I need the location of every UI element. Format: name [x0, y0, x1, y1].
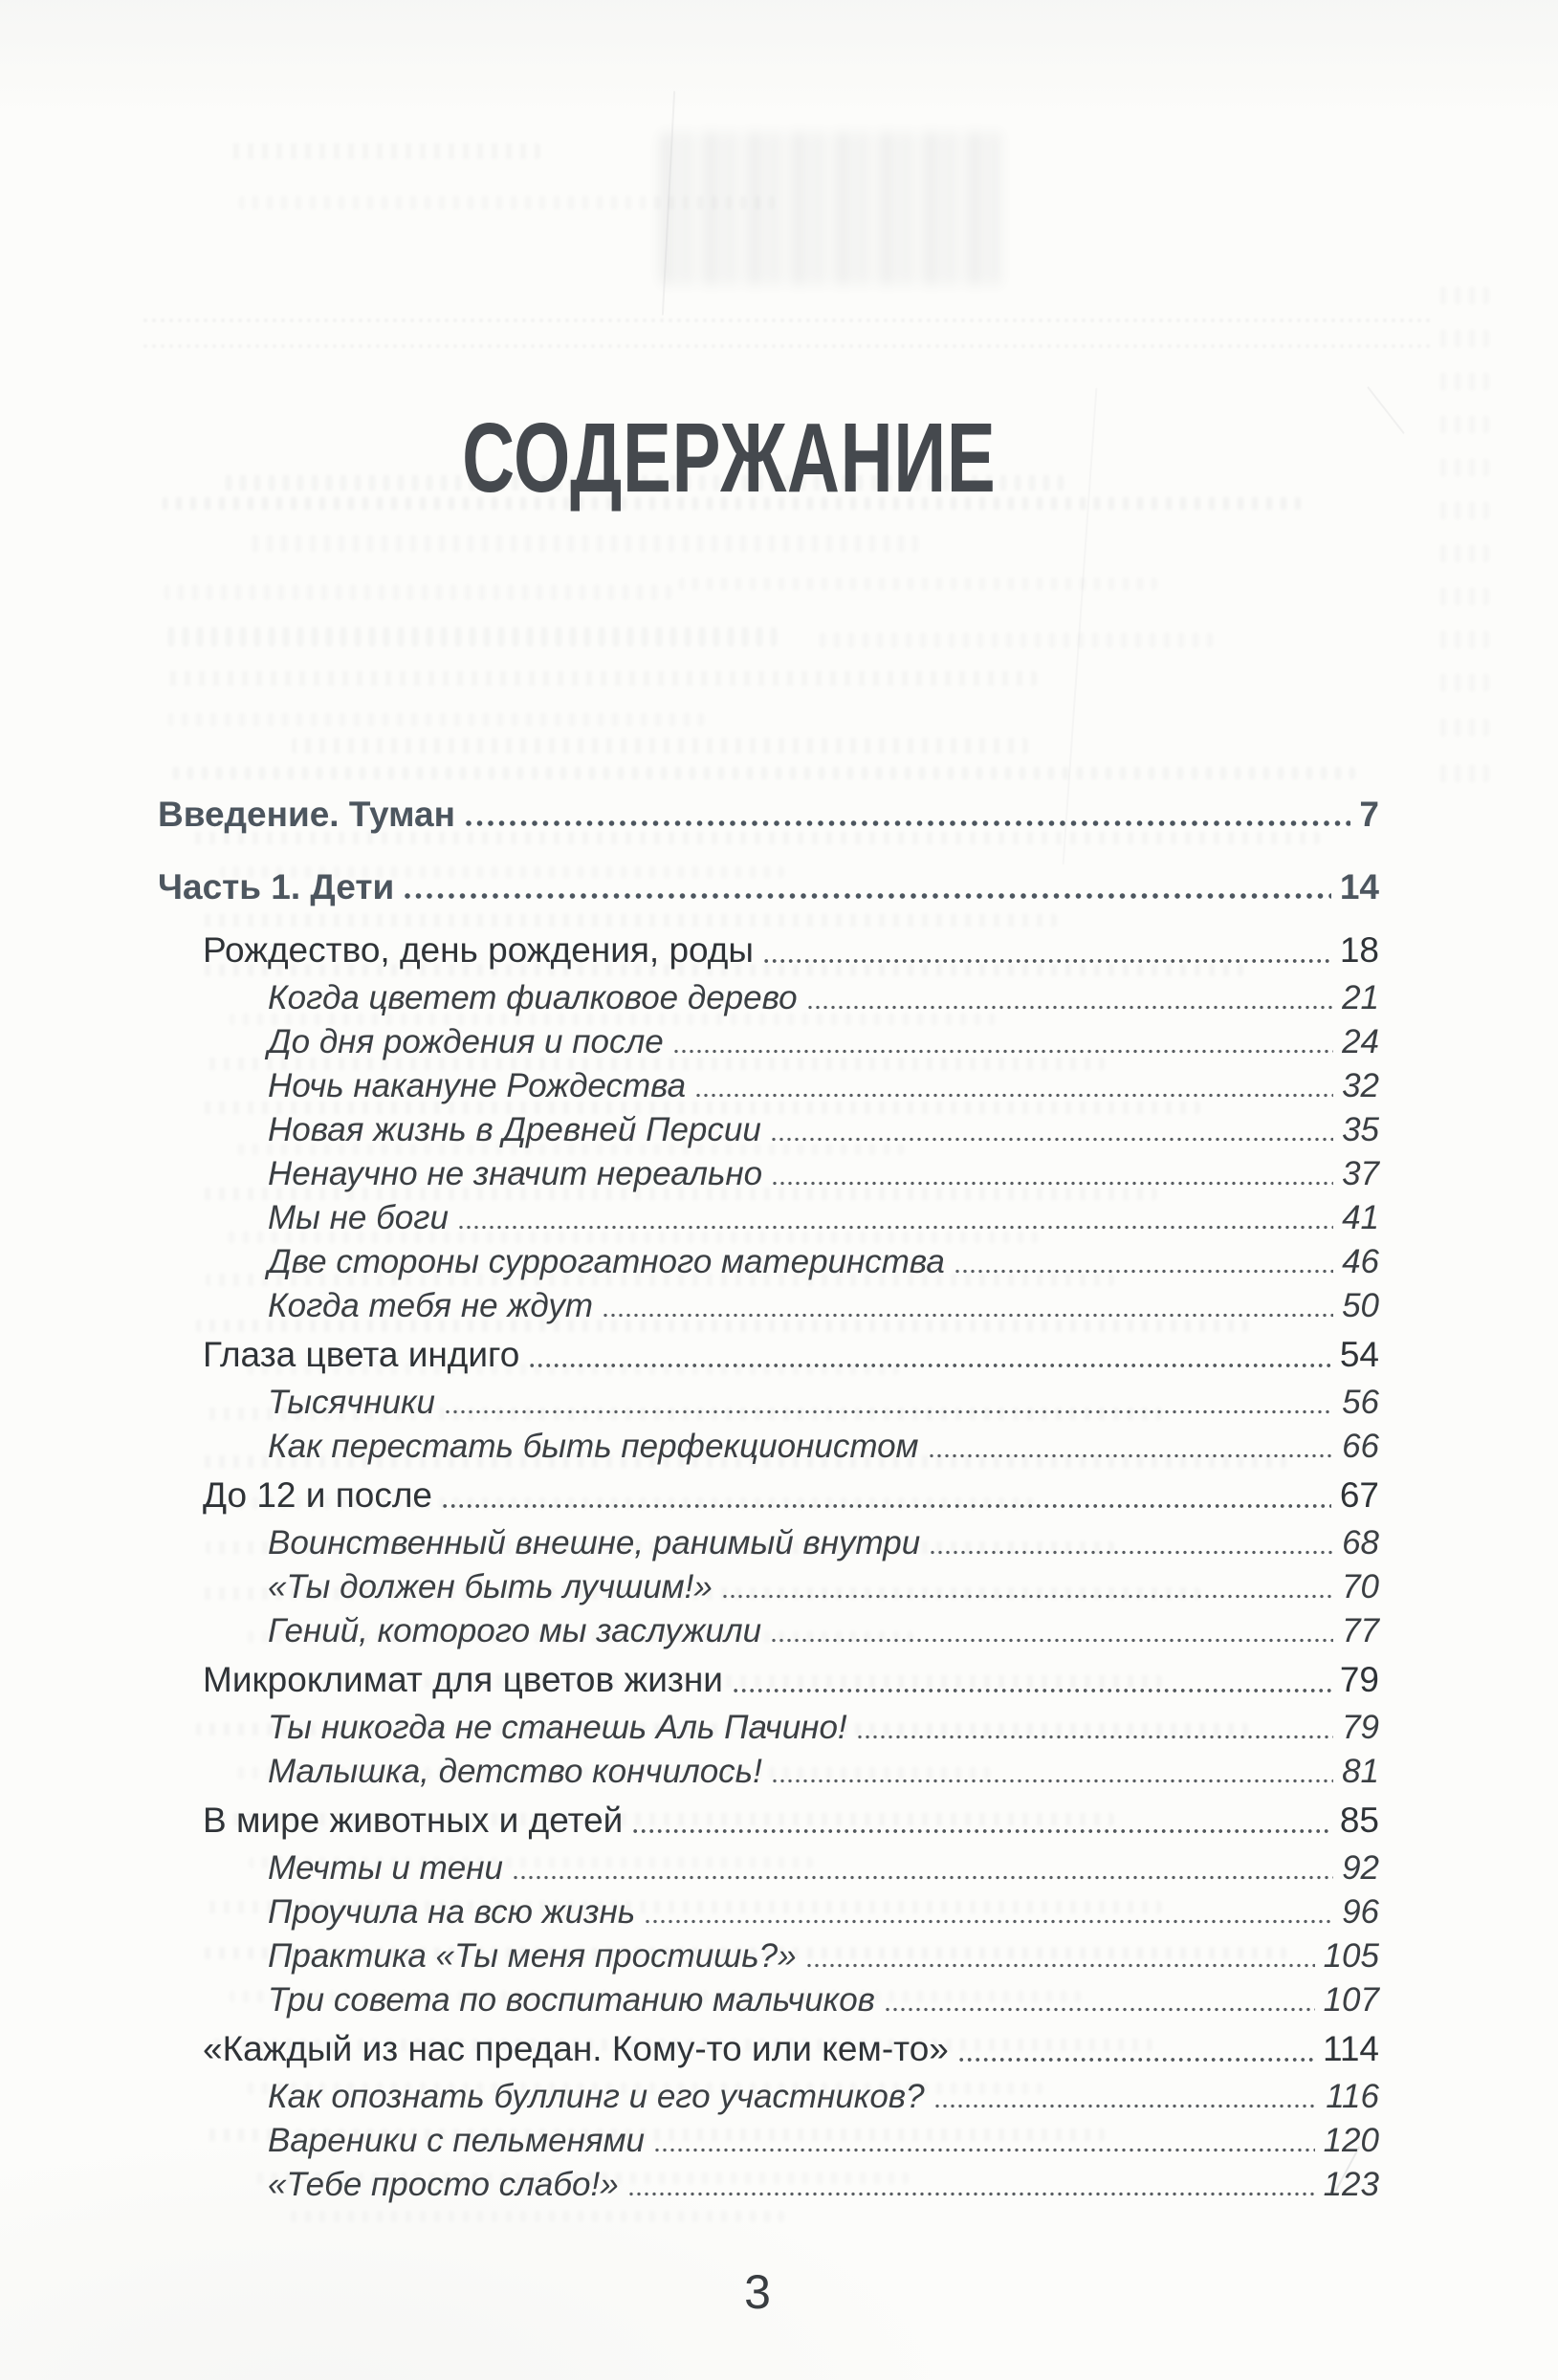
bleedthrough-text-line — [168, 713, 704, 726]
toc-entry-page-number: 107 — [1323, 1981, 1379, 2020]
toc-entry-label: Проучила на всю жизнь — [268, 1893, 636, 1932]
toc-entry-page-number: 85 — [1339, 1801, 1379, 1841]
toc-entry — [158, 1796, 1379, 1840]
toc-entry-page-number: 35 — [1342, 1111, 1379, 1149]
toc-entry — [158, 1471, 1379, 1515]
dot-leader — [655, 2148, 1315, 2152]
toc-entry-page-number: 46 — [1342, 1243, 1379, 1281]
dot-leader — [935, 2104, 1318, 2108]
toc-entry-label: «Каждый из нас предан. Кому-то или кем-то» — [203, 2029, 949, 2069]
toc-entry-label: Тысячники — [268, 1384, 435, 1422]
toc-entry-label: «Тебе просто слабо!» — [268, 2166, 619, 2204]
toc-entry — [158, 2115, 1379, 2159]
toc-entry-page-number: 70 — [1342, 1568, 1379, 1606]
toc-entry-label: Вареники с пельменями — [268, 2122, 645, 2160]
toc-entry-label: Новая жизнь в Древней Персии — [268, 1111, 761, 1149]
dot-leader — [734, 1688, 1331, 1693]
toc-entry-page-number: 114 — [1323, 2029, 1379, 2069]
toc-entry-page-number: 67 — [1339, 1475, 1379, 1516]
toc-entry — [158, 1104, 1379, 1148]
toc-entry — [158, 1605, 1379, 1649]
scan-scratch-mark — [662, 91, 675, 316]
page-folio: 3 — [744, 2265, 771, 2319]
toc-entry — [158, 2071, 1379, 2115]
bleedthrough-page-number-smudge — [1439, 765, 1489, 782]
toc-entry — [158, 1060, 1379, 1104]
bleedthrough-text-line — [165, 627, 777, 646]
toc-entry — [158, 790, 1379, 834]
toc-entry — [158, 1421, 1379, 1465]
toc-list — [158, 790, 1379, 2203]
toc-entry-page-number: 116 — [1326, 2078, 1379, 2116]
toc-entry-label: Как перестать быть перфекционистом — [268, 1428, 919, 1466]
toc-entry-page-number: 14 — [1339, 867, 1379, 907]
toc-entry-page-number: 68 — [1342, 1524, 1379, 1562]
toc-entry-label: Ты никогда не станешь Аль Пачино! — [268, 1709, 847, 1747]
toc-entry-label: Две стороны суррогатного материнства — [268, 1243, 945, 1281]
dot-leader — [772, 1638, 1333, 1643]
toc-entry-page-number: 66 — [1342, 1428, 1379, 1466]
bleedthrough-page-number-smudge — [1439, 545, 1489, 562]
bleedthrough-text-line — [239, 196, 775, 209]
dot-leader — [459, 1225, 1333, 1230]
toc-entry-label: Введение. Туман — [158, 795, 455, 835]
bleedthrough-text-line — [811, 633, 1213, 647]
toc-entry-label: Когда цветет фиалковое дерево — [268, 979, 798, 1017]
dot-leader — [696, 1093, 1333, 1098]
bleedthrough-page-number-smudge — [1439, 373, 1489, 390]
toc-entry-label: Рождество, день рождения, роды — [203, 930, 754, 971]
bleedthrough-text-line — [287, 2211, 784, 2222]
toc-entry-page-number: 56 — [1342, 1384, 1379, 1422]
dot-leader — [603, 1313, 1333, 1318]
dot-leader — [405, 892, 1331, 900]
toc-entry — [158, 1887, 1379, 1931]
bleedthrough-page-number-smudge — [1439, 330, 1489, 347]
toc-entry-label: Практика «Ты меня простишь?» — [268, 1937, 797, 1976]
bleedthrough-page-number-smudge — [1439, 719, 1489, 736]
toc-entry — [158, 2159, 1379, 2203]
toc-entry — [158, 1518, 1379, 1561]
dot-leader — [959, 2057, 1314, 2063]
toc-entry-label: Гений, которого мы заслужили — [268, 1612, 762, 1650]
toc-entry-label: Ночь накануне Рождества — [268, 1067, 687, 1105]
dot-leader — [773, 1181, 1333, 1186]
toc-entry-page-number: 41 — [1342, 1199, 1379, 1237]
bleedthrough-page-number-smudge — [1439, 631, 1489, 648]
bleedthrough-dot-leader — [143, 344, 1435, 349]
bleedthrough-text-line — [165, 767, 1355, 779]
toc-entry-label: До 12 и после — [203, 1475, 432, 1516]
toc-entry-page-number: 32 — [1342, 1067, 1379, 1105]
toc-entry — [158, 1148, 1379, 1192]
toc-entry-page-number: 92 — [1342, 1849, 1379, 1888]
toc-entry-page-number: 79 — [1339, 1660, 1379, 1700]
toc-entry — [158, 1655, 1379, 1699]
toc-entry-page-number: 54 — [1339, 1335, 1379, 1375]
toc-entry-label: Мечты и тени — [268, 1849, 503, 1888]
toc-entry — [158, 1330, 1379, 1374]
toc-entry-label: Микроклимат для цветов жизни — [203, 1660, 723, 1700]
dot-leader — [772, 1137, 1333, 1142]
toc-entry-label: Малышка, детство кончилось! — [268, 1753, 762, 1791]
toc-entry — [158, 1377, 1379, 1421]
bleedthrough-page-number-smudge — [1439, 674, 1489, 691]
dot-leader — [674, 1049, 1333, 1054]
toc-entry — [158, 1702, 1379, 1746]
toc-entry-label: Часть 1. Дети — [158, 867, 395, 907]
toc-entry — [158, 1016, 1379, 1060]
toc-entry — [158, 926, 1379, 970]
dot-leader — [466, 819, 1350, 827]
toc-entry-page-number: 21 — [1342, 979, 1379, 1017]
toc-entry — [158, 1843, 1379, 1887]
toc-entry — [158, 2024, 1379, 2068]
dot-leader — [858, 1735, 1333, 1739]
dot-leader — [764, 958, 1331, 964]
toc-entry — [158, 862, 1379, 906]
dot-leader — [530, 1363, 1331, 1368]
toc-entry-label: Как опознать буллинг и его участников? — [268, 2078, 925, 2116]
toc-entry-page-number: 7 — [1359, 795, 1379, 835]
toc-entry-page-number: 50 — [1342, 1287, 1379, 1325]
dot-leader — [930, 1453, 1334, 1458]
dot-leader — [514, 1875, 1333, 1880]
toc-entry — [158, 1931, 1379, 1975]
toc-entry-page-number: 105 — [1323, 1937, 1379, 1976]
dot-leader — [808, 1005, 1334, 1010]
toc-entry-label: Ненаучно не значит нереально — [268, 1155, 763, 1193]
dot-leader — [646, 1919, 1333, 1924]
toc-entry-page-number: 123 — [1323, 2166, 1379, 2204]
toc-entry-page-number: 37 — [1342, 1155, 1379, 1193]
toc-entry — [158, 1975, 1379, 2019]
dot-leader — [446, 1409, 1333, 1414]
toc-entry-page-number: 77 — [1342, 1612, 1379, 1650]
page-title-text: СОДЕРЖАНИЕ — [461, 403, 997, 513]
toc-entry — [158, 972, 1379, 1016]
bleedthrough-text-line — [166, 671, 1037, 686]
toc-entry-page-number: 81 — [1342, 1753, 1379, 1791]
toc-entry-page-number: 120 — [1323, 2122, 1379, 2160]
dot-leader — [886, 2007, 1315, 2012]
dot-leader — [807, 1963, 1315, 1968]
bleedthrough-heading-blob — [660, 132, 1004, 285]
toc-entry-label: Мы не боги — [268, 1199, 449, 1237]
dot-leader — [723, 1594, 1333, 1599]
bleedthrough-page-number-smudge — [1439, 588, 1489, 605]
bleedthrough-text-line — [225, 143, 540, 159]
toc-entry-label: «Ты должен быть лучшим!» — [268, 1568, 713, 1606]
bleedthrough-text-line — [249, 535, 918, 552]
toc-entry-page-number: 96 — [1342, 1893, 1379, 1932]
toc-entry — [158, 1280, 1379, 1324]
toc-entry-page-number: 79 — [1342, 1709, 1379, 1747]
toc-entry-label: Три совета по воспитанию мальчиков — [268, 1981, 875, 2020]
toc-entry-label: В мире животных и детей — [203, 1801, 624, 1841]
bleedthrough-dot-leader — [143, 318, 1435, 323]
toc-entry-label: До дня рождения и после — [268, 1023, 664, 1061]
dot-leader — [443, 1503, 1331, 1509]
toc-entry — [158, 1192, 1379, 1236]
dot-leader — [931, 1550, 1333, 1555]
toc-entry — [158, 1561, 1379, 1605]
toc-entry-label: Когда тебя не ждут — [268, 1287, 593, 1325]
page-title — [0, 403, 1458, 513]
toc-entry-label: Глаза цвета индиго — [203, 1335, 520, 1375]
toc-entry — [158, 1746, 1379, 1790]
bleedthrough-text-line — [679, 578, 1157, 590]
dot-leader — [773, 1779, 1333, 1783]
bleedthrough-text-line — [292, 738, 1028, 753]
bleedthrough-text-line — [165, 585, 671, 600]
toc-entry — [158, 1236, 1379, 1280]
toc-entry-label: Воинственный внешне, ранимый внутри — [268, 1524, 921, 1562]
dot-leader — [633, 1828, 1331, 1834]
toc-entry-page-number: 24 — [1342, 1023, 1379, 1061]
dot-leader — [955, 1269, 1333, 1274]
bleedthrough-page-number-smudge — [1439, 287, 1489, 304]
toc-entry-page-number: 18 — [1339, 930, 1379, 971]
dot-leader — [629, 2192, 1315, 2196]
